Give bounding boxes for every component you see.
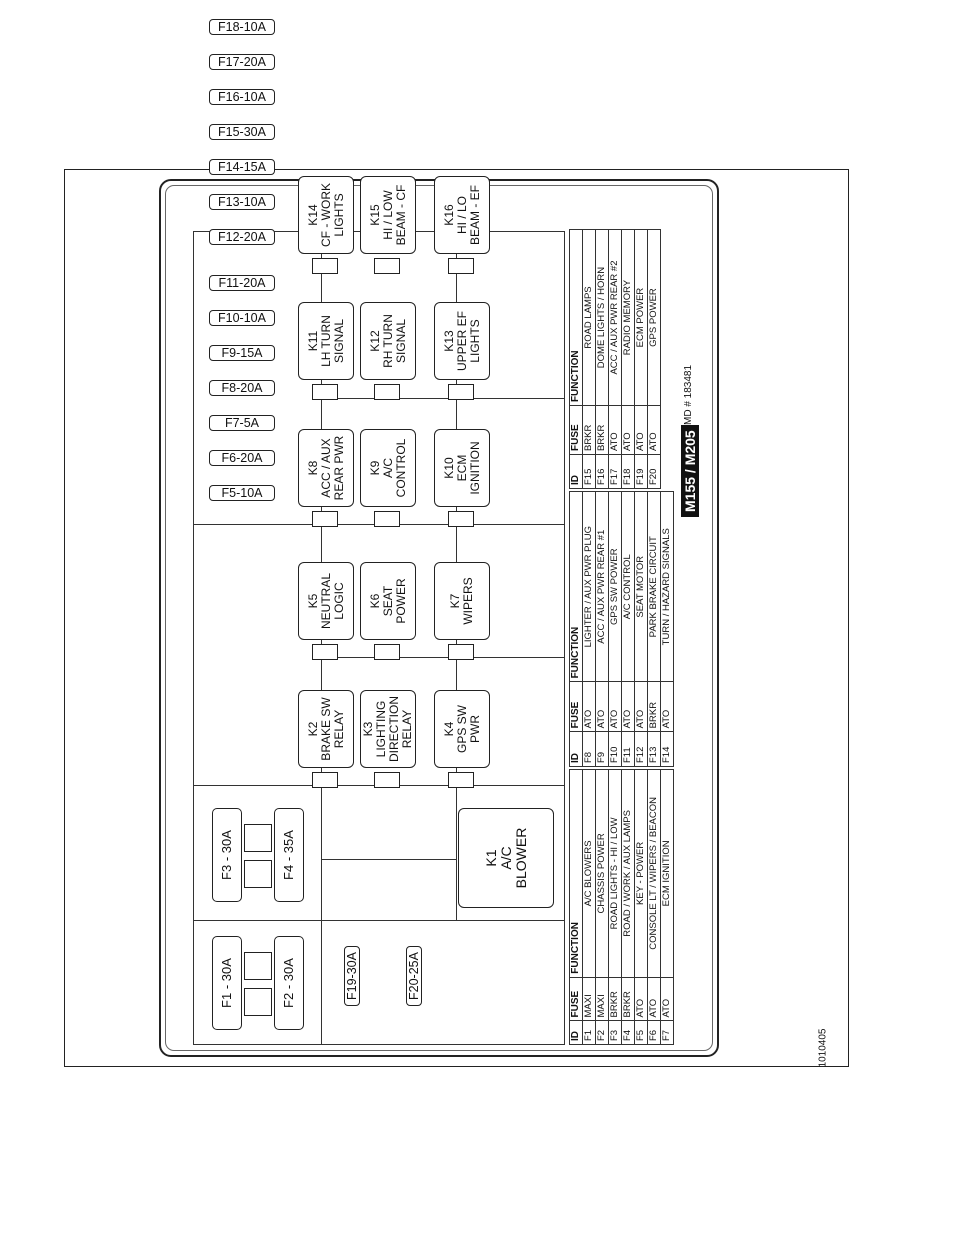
cell-function: GPS POWER bbox=[648, 230, 661, 406]
relay-terminal bbox=[312, 772, 338, 788]
cell-fuse: ATO bbox=[661, 682, 674, 732]
col-function: FUNCTION bbox=[570, 230, 583, 406]
relay-k12: K12 RH TURN SIGNAL bbox=[360, 302, 416, 380]
cell-fuse: BRKR bbox=[622, 977, 635, 1021]
fuse-f2: F2 - 30A bbox=[274, 936, 304, 1030]
cell-id: F16 bbox=[596, 455, 609, 489]
relay-k7: K7 WIPERS bbox=[434, 562, 490, 640]
relay-k5: K5 NEUTRAL LOGIC bbox=[298, 562, 354, 640]
cell-fuse: ATO bbox=[609, 682, 622, 732]
fuse-f10: F10-10A bbox=[209, 310, 275, 326]
col-fuse: FUSE bbox=[570, 977, 583, 1021]
fuse-f16: F16-10A bbox=[209, 89, 275, 105]
cell-function: CHASSIS POWER bbox=[596, 770, 609, 978]
cell-function: PARK BRAKE CIRCUIT bbox=[648, 492, 661, 682]
cell-fuse: ATO bbox=[635, 406, 648, 455]
fuse-f18: F18-10A bbox=[209, 19, 275, 35]
relay-k8: K8 ACC / AUX REAR PWR bbox=[298, 429, 354, 507]
relay-terminal bbox=[374, 384, 400, 400]
image-reference-number: 1010405 bbox=[817, 1028, 829, 1068]
cell-id: F14 bbox=[661, 732, 674, 767]
cell-fuse: ATO bbox=[635, 682, 648, 732]
fuse-f15: F15-30A bbox=[209, 124, 275, 140]
table-row bbox=[635, 770, 648, 1045]
cell-id: F15 bbox=[583, 455, 596, 489]
table-row bbox=[661, 770, 674, 1045]
cell-fuse: ATO bbox=[622, 406, 635, 455]
cell-id: F6 bbox=[648, 1021, 661, 1045]
fuse-f3: F3 - 30A bbox=[212, 808, 242, 902]
maxi-block-2 bbox=[244, 952, 272, 980]
cell-function: KEY - POWER bbox=[635, 770, 648, 978]
relay-terminal bbox=[448, 772, 474, 788]
fuse-box-layout bbox=[193, 20, 565, 1045]
relay-k1: K1 A/C BLOWER bbox=[458, 808, 554, 908]
cell-id: F20 bbox=[648, 455, 661, 489]
table-row bbox=[596, 492, 609, 767]
relay-k2: K2 BRAKE SW RELAY bbox=[298, 690, 354, 768]
cell-fuse: BRKR bbox=[648, 682, 661, 732]
table-row bbox=[596, 770, 609, 1045]
table-row bbox=[635, 492, 648, 767]
cell-fuse: BRKR bbox=[609, 977, 622, 1021]
table-row bbox=[622, 770, 635, 1045]
fuse-f14: F14-15A bbox=[209, 159, 275, 175]
table-row bbox=[648, 230, 661, 489]
cell-function: ROAD / WORK / AUX LAMPS bbox=[622, 770, 635, 978]
cell-function: ECM IGNITION bbox=[661, 770, 674, 978]
cell-id: F11 bbox=[622, 732, 635, 767]
cell-id: F10 bbox=[609, 732, 622, 767]
relay-terminal bbox=[448, 258, 474, 274]
col-fuse: FUSE bbox=[570, 406, 583, 455]
table-row bbox=[609, 230, 622, 489]
table-row bbox=[661, 492, 674, 767]
fuse-f13: F13-10A bbox=[209, 194, 275, 210]
cell-fuse: BRKR bbox=[596, 406, 609, 455]
fuse-panel-label bbox=[159, 20, 719, 1057]
relay-k14: K14 CF - WORK LIGHTS bbox=[298, 176, 354, 254]
table-row bbox=[648, 770, 661, 1045]
fuse-f11: F11-20A bbox=[209, 275, 275, 291]
relay-terminal bbox=[448, 511, 474, 527]
cell-function: A/C CONTROL bbox=[622, 492, 635, 682]
cell-function: ROAD LIGHTS - HI / LOW bbox=[609, 770, 622, 978]
col-fuse: FUSE bbox=[570, 682, 583, 732]
relay-k11: K11 LH TURN SIGNAL bbox=[298, 302, 354, 380]
cell-fuse: BRKR bbox=[583, 406, 596, 455]
cell-function: DOME LIGHTS / HORN bbox=[596, 230, 609, 406]
cell-id: F9 bbox=[596, 732, 609, 767]
cell-id: F18 bbox=[622, 455, 635, 489]
cell-fuse: ATO bbox=[648, 977, 661, 1021]
relay-terminal bbox=[374, 511, 400, 527]
relay-terminal bbox=[312, 258, 338, 274]
col-function: FUNCTION bbox=[570, 492, 583, 682]
cell-fuse: ATO bbox=[596, 682, 609, 732]
fuse-f9: F9-15A bbox=[209, 345, 275, 361]
cell-id: F8 bbox=[583, 732, 596, 767]
cell-function: LIGHTER / AUX PWR PLUG bbox=[583, 492, 596, 682]
relay-k16: K16 HI / LO BEAM - EF bbox=[434, 176, 490, 254]
fuse-f8: F8-20A bbox=[209, 380, 275, 396]
fuse-f1: F1 - 30A bbox=[212, 936, 242, 1030]
cell-id: F2 bbox=[596, 1021, 609, 1045]
cell-function: ACC / AUX PWR REAR #1 bbox=[596, 492, 609, 682]
fuse-f5: F5-10A bbox=[209, 485, 275, 501]
relay-terminal bbox=[312, 644, 338, 660]
md-number: MD # 183481 bbox=[683, 364, 694, 425]
table-row bbox=[622, 492, 635, 767]
cell-fuse: ATO bbox=[648, 406, 661, 455]
relay-k3: K3 LIGHTING DIRECTION RELAY bbox=[360, 690, 416, 768]
col-id: ID bbox=[570, 455, 583, 489]
table-row bbox=[583, 492, 596, 767]
table-row bbox=[609, 492, 622, 767]
relay-terminal bbox=[312, 384, 338, 400]
relay-k6: K6 SEAT POWER bbox=[360, 562, 416, 640]
fuse-panel-rotated bbox=[159, 20, 719, 1057]
cell-id: F17 bbox=[609, 455, 622, 489]
table-row bbox=[596, 230, 609, 489]
cell-function: TURN / HAZARD SIGNALS bbox=[661, 492, 674, 682]
cell-id: F13 bbox=[648, 732, 661, 767]
cell-id: F1 bbox=[583, 1021, 596, 1045]
col-function: FUNCTION bbox=[570, 770, 583, 978]
fuse-f4: F4 - 35A bbox=[274, 808, 304, 902]
cell-fuse: MAXI bbox=[596, 977, 609, 1021]
relay-k10: K10 ECM IGNITION bbox=[434, 429, 490, 507]
relay-terminal bbox=[374, 644, 400, 660]
cell-id: F12 bbox=[635, 732, 648, 767]
relay-k15: K15 HI / LOW BEAM - CF bbox=[360, 176, 416, 254]
cell-fuse: ATO bbox=[622, 682, 635, 732]
cell-function: ECM POWER bbox=[635, 230, 648, 406]
cell-function: ACC / AUX PWR REAR #2 bbox=[609, 230, 622, 406]
cell-id: F19 bbox=[635, 455, 648, 489]
fuse-f17: F17-20A bbox=[209, 54, 275, 70]
cell-function: GPS SW POWER bbox=[609, 492, 622, 682]
table-row bbox=[622, 230, 635, 489]
cell-fuse: MAXI bbox=[583, 977, 596, 1021]
fuse-f19: F19-30A bbox=[344, 946, 360, 1006]
cell-id: F3 bbox=[609, 1021, 622, 1045]
fuse-f7: F7-5A bbox=[209, 415, 275, 431]
cell-fuse: ATO bbox=[609, 406, 622, 455]
table-row bbox=[635, 230, 648, 489]
maxi-block-4 bbox=[244, 824, 272, 852]
fuse-f12: F12-20A bbox=[209, 229, 275, 245]
cell-id: F7 bbox=[661, 1021, 674, 1045]
table-row bbox=[648, 492, 661, 767]
col-id: ID bbox=[570, 1021, 583, 1045]
maxi-block-3 bbox=[244, 860, 272, 888]
maxi-block-1 bbox=[244, 988, 272, 1016]
cell-fuse: ATO bbox=[583, 682, 596, 732]
col-id: ID bbox=[570, 732, 583, 767]
cell-id: F4 bbox=[622, 1021, 635, 1045]
relay-terminal bbox=[374, 258, 400, 274]
fuse-f6: F6-20A bbox=[209, 450, 275, 466]
fuse-table-3 bbox=[569, 229, 661, 489]
fuse-table-1 bbox=[569, 769, 674, 1045]
table-row bbox=[609, 770, 622, 1045]
table-row bbox=[583, 770, 596, 1045]
relay-k13: K13 UPPER EF LIGHTS bbox=[434, 302, 490, 380]
relay-terminal bbox=[448, 384, 474, 400]
fuse-f20: F20-25A bbox=[406, 946, 422, 1006]
table-row bbox=[583, 230, 596, 489]
cell-id: F5 bbox=[635, 1021, 648, 1045]
relay-k9: K9 A/C CONTROL bbox=[360, 429, 416, 507]
cell-function: CONSOLE LT / WIPERS / BEACON bbox=[648, 770, 661, 978]
cell-function: SEAT MOTOR bbox=[635, 492, 648, 682]
cell-fuse: ATO bbox=[661, 977, 674, 1021]
cell-function: ROAD LAMPS bbox=[583, 230, 596, 406]
relay-terminal bbox=[448, 644, 474, 660]
relay-terminal bbox=[374, 772, 400, 788]
cell-fuse: ATO bbox=[635, 977, 648, 1021]
fuse-table-2 bbox=[569, 491, 674, 767]
model-badge: M155 / M205 bbox=[681, 425, 699, 517]
cell-function: RADIO MEMORY bbox=[622, 230, 635, 406]
cell-function: A/C BLOWERS bbox=[583, 770, 596, 978]
relay-terminal bbox=[312, 511, 338, 527]
relay-k4: K4 GPS SW PWR bbox=[434, 690, 490, 768]
